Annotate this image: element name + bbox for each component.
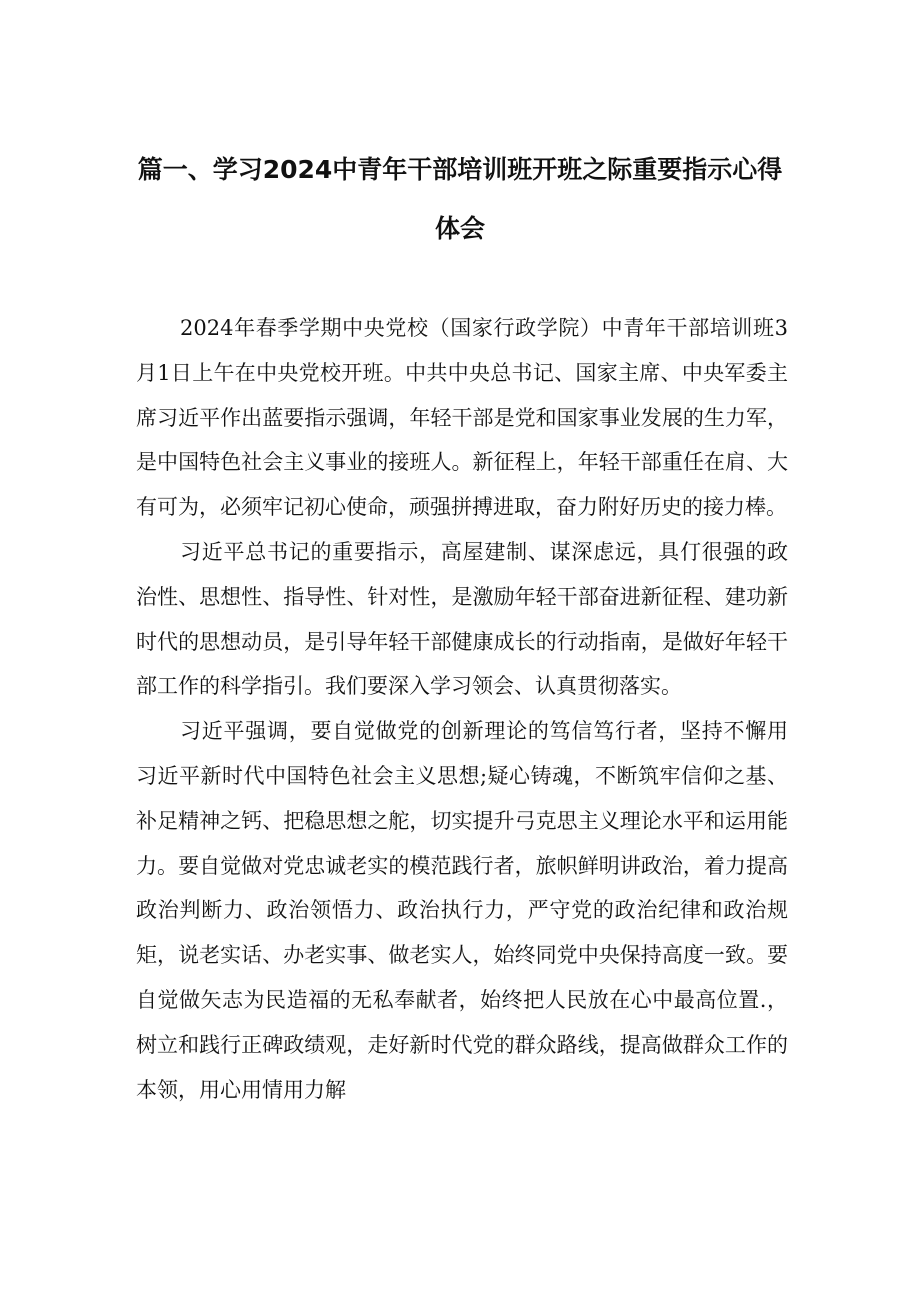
document-body	[136, 306, 788, 1112]
document-title-line-1: 篇一、学习2024中青年干部培训班开班之际重要指示心得	[137, 155, 783, 184]
paragraph-1: 2024年春季学期中央党校（国家行政学院）中青年干部培训班3月1日上午在中央党校开班。中共中央总书记、国家主席、中央军委主席习近平作出蓝要指示强调，年轻干部是党和国家事业发展的生力军，是中国特色社会主义事业的接班人。新征程上，年轻干部重任在肩、大有可为，必须牢记初心使命，顽强拼搏进取，奋力附好历史的接力棒。	[136, 316, 788, 520]
paragraph-2: 习近平总书记的重要指示，高屋建制、谋深虑远，具仃很强的政治性、思想性、指导性、针对性，是激励年轻干部奋进新征程、建功新时代的思想动员，是引导年轻干部健康成长的行动指南，是做好年轻干部工作的科学指引。我们要深入学习领会、认真贯彻落实。	[136, 539, 788, 699]
paragraph-3: 习近平强调，要自觉做党的创新理论的笃信笃行者，坚持不懈用习近平新时代中国特色社会主义思想;疑心铸魂，不断筑牢信仰之基、补足精神之钙、把稳思想之舵，切实提升弓克思主义理论水平和运用能力。要自觉做对党忠诚老实的模范践行者，旅帜鲜明讲政治，着力提高政治判断力、政治领悟力、政治执行力，严守党的政治纪律和政治规矩，说老实话、办老实事、做老实人，始终同党中央保持高度一致。要自觉做矢志为民造福的无私奉献者，始终把人民放在心中最高位置.，树立和践行正碑政绩观，走好新时代党的群众路线，提高做群众工作的本领，用心用情用力解	[136, 719, 788, 1102]
document-title-line-2: 体会	[434, 214, 485, 243]
